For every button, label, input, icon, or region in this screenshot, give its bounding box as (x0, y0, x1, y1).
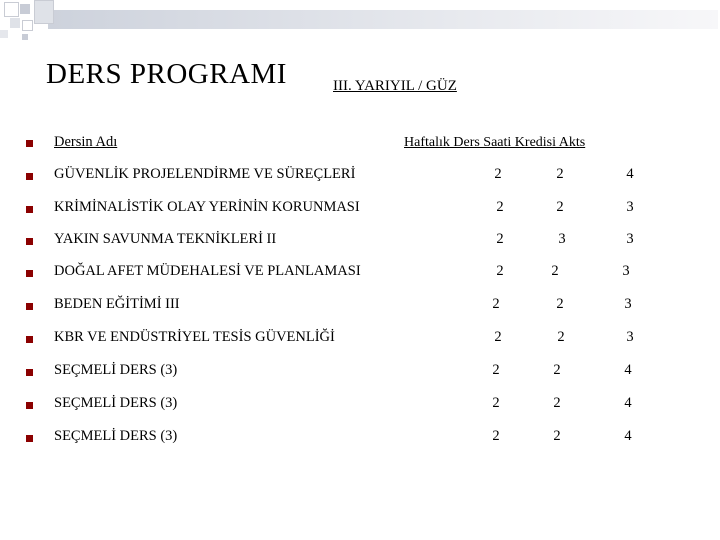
bullet-icon (26, 402, 33, 409)
course-name: YAKIN SAVUNMA TEKNİKLERİ II (54, 231, 277, 247)
course-credit: 2 (553, 428, 561, 444)
course-name: GÜVENLİK PROJELENDİRME VE SÜREÇLERİ (54, 166, 356, 182)
bullet-icon (26, 140, 33, 147)
slide-decoration (0, 0, 720, 40)
course-name: KBR VE ENDÜSTRİYEL TESİS GÜVENLİĞİ (54, 329, 335, 345)
course-name: BEDEN EĞİTİMİ III (54, 296, 180, 312)
header-course-name: Dersin Adı (54, 134, 118, 150)
course-hours: 2 (494, 329, 502, 345)
course-akts: 4 (624, 395, 632, 411)
course-akts: 3 (622, 263, 630, 279)
course-akts: 3 (626, 231, 634, 247)
course-hours: 2 (492, 296, 500, 312)
course-akts: 3 (624, 296, 632, 312)
course-hours: 2 (492, 362, 500, 378)
course-name: SEÇMELİ DERS (3) (54, 428, 178, 444)
course-hours: 2 (492, 428, 500, 444)
course-credit: 2 (551, 263, 559, 279)
header-gradient-bar (48, 10, 718, 29)
deco-square (4, 2, 19, 17)
course-hours: 2 (496, 199, 504, 215)
course-hours: 2 (494, 166, 502, 182)
page-subtitle: III. YARIYIL / GÜZ (333, 78, 457, 94)
course-credit: 2 (556, 296, 564, 312)
header-columns: Haftalık Ders Saati Kredisi Akts (404, 135, 586, 150)
bullet-icon (26, 206, 33, 213)
course-credit: 2 (556, 199, 564, 215)
bullet-icon (26, 435, 33, 442)
course-name: SEÇMELİ DERS (3) (54, 362, 178, 378)
course-akts: 3 (626, 199, 634, 215)
bullet-icon (26, 336, 33, 343)
course-akts: 4 (624, 428, 632, 444)
course-credit: 3 (558, 231, 566, 247)
course-name: SEÇMELİ DERS (3) (54, 395, 178, 411)
deco-square (22, 34, 28, 40)
bullet-icon (26, 270, 33, 277)
course-hours: 2 (496, 231, 504, 247)
page-title: DERS PROGRAMI (46, 58, 287, 90)
course-akts: 4 (626, 166, 634, 182)
course-credit: 2 (553, 395, 561, 411)
course-name: DOĞAL AFET MÜDEHALESİ VE PLANLAMASI (54, 263, 361, 279)
course-akts: 4 (624, 362, 632, 378)
deco-square (34, 0, 54, 24)
course-akts: 3 (626, 329, 634, 345)
course-hours: 2 (492, 395, 500, 411)
bullet-icon (26, 369, 33, 376)
course-hours: 2 (496, 263, 504, 279)
bullet-icon (26, 173, 33, 180)
course-credit: 2 (556, 166, 564, 182)
course-credit: 2 (553, 362, 561, 378)
deco-square (22, 20, 33, 31)
deco-square (10, 18, 20, 28)
bullet-icon (26, 303, 33, 310)
bullet-icon (26, 238, 33, 245)
course-credit: 2 (557, 329, 565, 345)
deco-square (20, 4, 30, 14)
course-name: KRİMİNALİSTİK OLAY YERİNİN KORUNMASI (54, 199, 360, 215)
deco-square (0, 30, 8, 38)
